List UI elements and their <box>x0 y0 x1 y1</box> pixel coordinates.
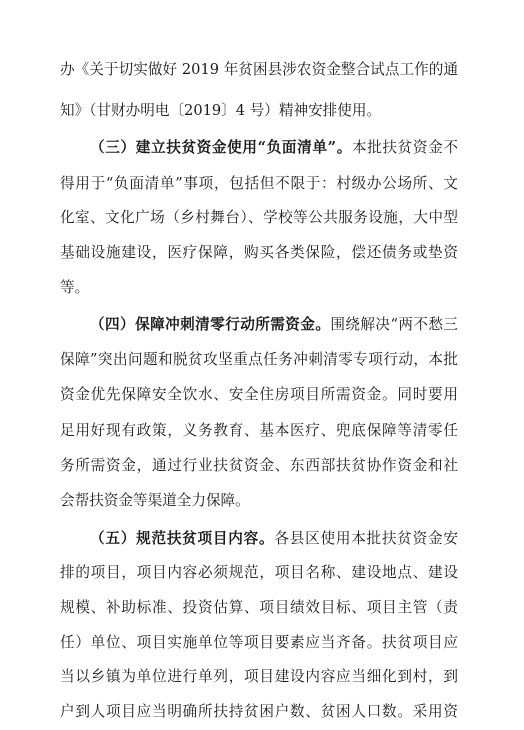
section-heading: （五）规范扶贫项目内容。 <box>90 530 275 547</box>
text-line: 任）单位、项目实施单位等项目要素应当齐备。扶贫项目应 <box>60 634 458 651</box>
text-line: 资金优先保障安全饮水、安全住房项目所需资金。同时要用 <box>60 386 458 403</box>
text-line: 知》（甘财办明电〔2019〕4 号）精神安排使用。 <box>60 102 382 119</box>
text-line: 会帮扶资金等渠道全力保障。 <box>60 492 250 509</box>
text-line: 当以乡镇为单位进行单列，项目建设内容应当细化到村，到 <box>60 668 458 685</box>
section-heading-line: （五）规范扶贫项目内容。各县区使用本批扶贫资金安 <box>90 530 458 547</box>
section-heading: （三）建立扶贫资金使用“负面清单”。 <box>90 139 352 156</box>
text-line: 务所需资金，通过行业扶贫资金、东西部扶贫协作资金和社 <box>60 457 458 474</box>
text-line: 排的项目，项目内容必须规范，项目名称、建设地点、建设 <box>60 564 458 581</box>
text-line: 规模、补助标准、投资估算、项目绩效目标、项目主管（责 <box>60 599 458 616</box>
text-line: 保障”突出问题和脱贫攻坚重点任务冲刺清零专项行动，本批 <box>60 351 458 368</box>
text-line: 等。 <box>60 279 90 296</box>
section-heading: （四）保障冲刺清零行动所需资金。 <box>90 316 331 333</box>
section-heading-line: （四）保障冲刺清零行动所需资金。围绕解决“两不愁三 <box>90 316 458 333</box>
section-heading-line: （三）建立扶贫资金使用“负面清单”。本批扶贫资金不 <box>90 139 458 156</box>
text-line: 得用于“负面清单”事项，包括但不限于：村级办公场所、文 <box>60 175 458 192</box>
text-line: 办《关于切实做好 2019 年贫困县涉农资金整合试点工作的通 <box>60 61 458 78</box>
text-line: 化室、文化广场（乡村舞台）、学校等公共服务设施，大中型 <box>60 209 458 226</box>
text-line: 足用好现有政策，义务教育、基本医疗、兜底保障等清零任 <box>60 422 458 439</box>
text-line: 户到人项目应当明确所扶持贫困户数、贫困人口数。采用资 <box>60 703 458 720</box>
text-line: 基础设施建设，医疗保障，购买各类保险，偿还债务或垫资 <box>60 244 458 261</box>
